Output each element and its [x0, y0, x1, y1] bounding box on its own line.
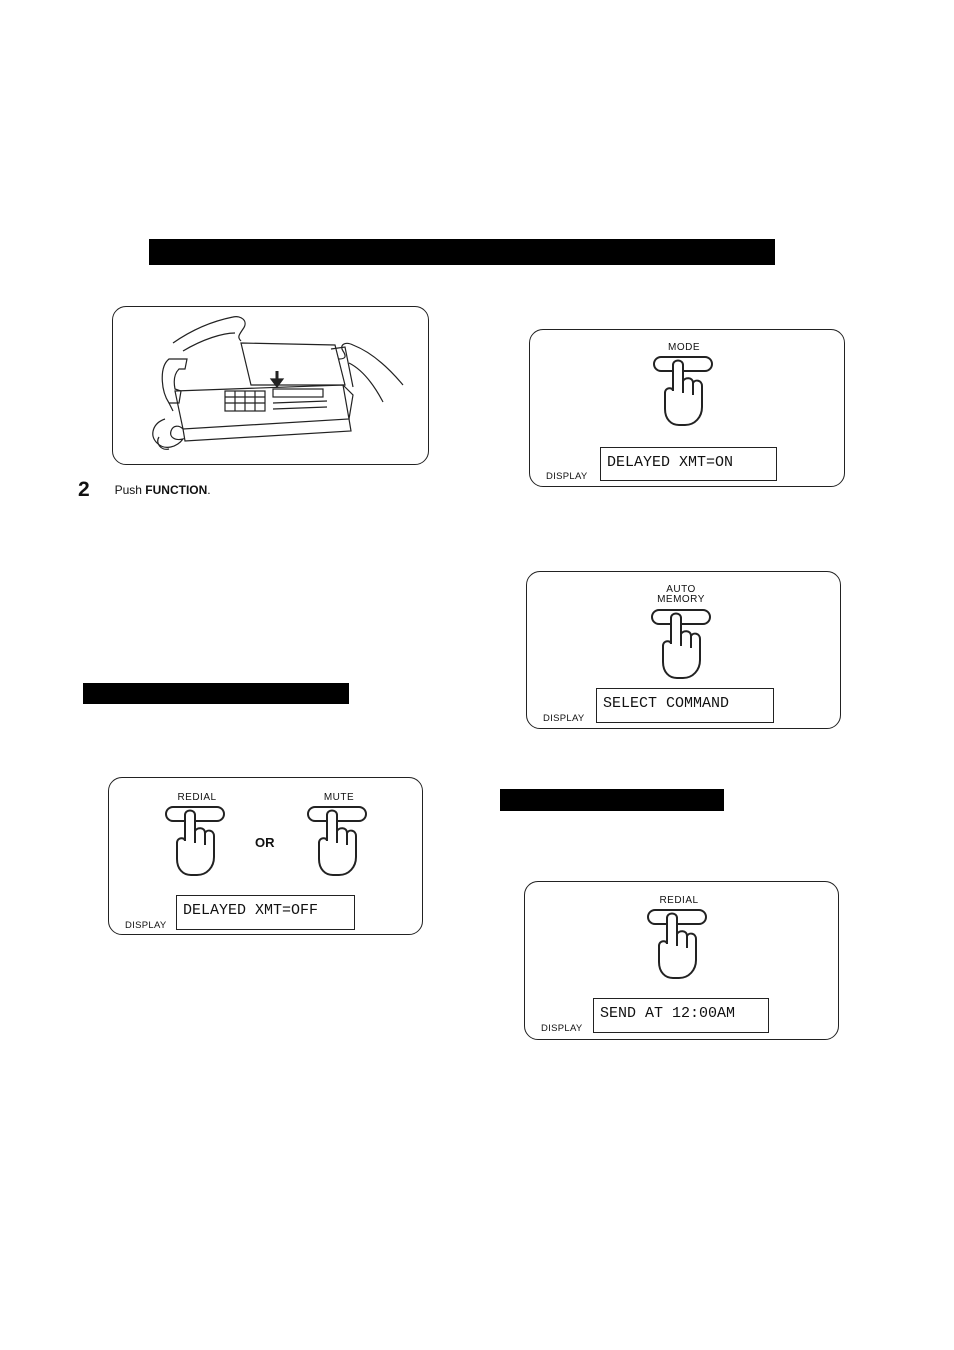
auto-memory-button-panel — [526, 571, 841, 729]
redial-send-time-panel — [524, 881, 839, 1040]
fax-machine-illustration — [112, 306, 429, 465]
lcd-display: DELAYED XMT=OFF — [176, 895, 355, 930]
subsection-heading-bar-left — [83, 683, 349, 704]
pressing-hand-icon — [649, 353, 719, 431]
step-keyword: FUNCTION — [145, 483, 208, 497]
mute-button-label: MUTE — [323, 792, 355, 803]
fax-machine-icon — [113, 307, 430, 466]
pressing-hand-icon — [647, 606, 717, 684]
pressing-hand-icon — [643, 906, 713, 984]
step-number: 2 — [78, 478, 90, 501]
step-2-instruction — [78, 478, 211, 502]
pressing-hand-icon — [161, 803, 231, 881]
display-tag: DISPLAY — [125, 920, 167, 931]
subsection-heading-bar-right — [500, 789, 724, 811]
mode-button-panel — [529, 329, 845, 487]
redial-button-label: REDIAL — [177, 792, 217, 803]
mode-button-label: MODE — [668, 342, 700, 353]
step-text-suffix: . — [207, 483, 211, 497]
display-tag: DISPLAY — [541, 1023, 583, 1034]
section-heading-bar — [149, 239, 775, 265]
or-connector: OR — [255, 835, 275, 850]
redial-button-label: REDIAL — [659, 895, 699, 906]
auto-memory-button-label-line2: MEMORY — [657, 594, 705, 605]
redial-or-mute-button-panel — [108, 777, 423, 935]
pressing-hand-icon — [303, 803, 373, 881]
display-tag: DISPLAY — [543, 713, 585, 724]
lcd-display: DELAYED XMT=ON — [600, 447, 777, 481]
auto-memory-button-label-line1: AUTO — [666, 584, 696, 595]
display-tag: DISPLAY — [546, 471, 588, 482]
step-text-prefix: Push — [114, 483, 146, 497]
lcd-display: SELECT COMMAND — [596, 688, 774, 723]
lcd-display: SEND AT 12:00AM — [593, 998, 769, 1033]
